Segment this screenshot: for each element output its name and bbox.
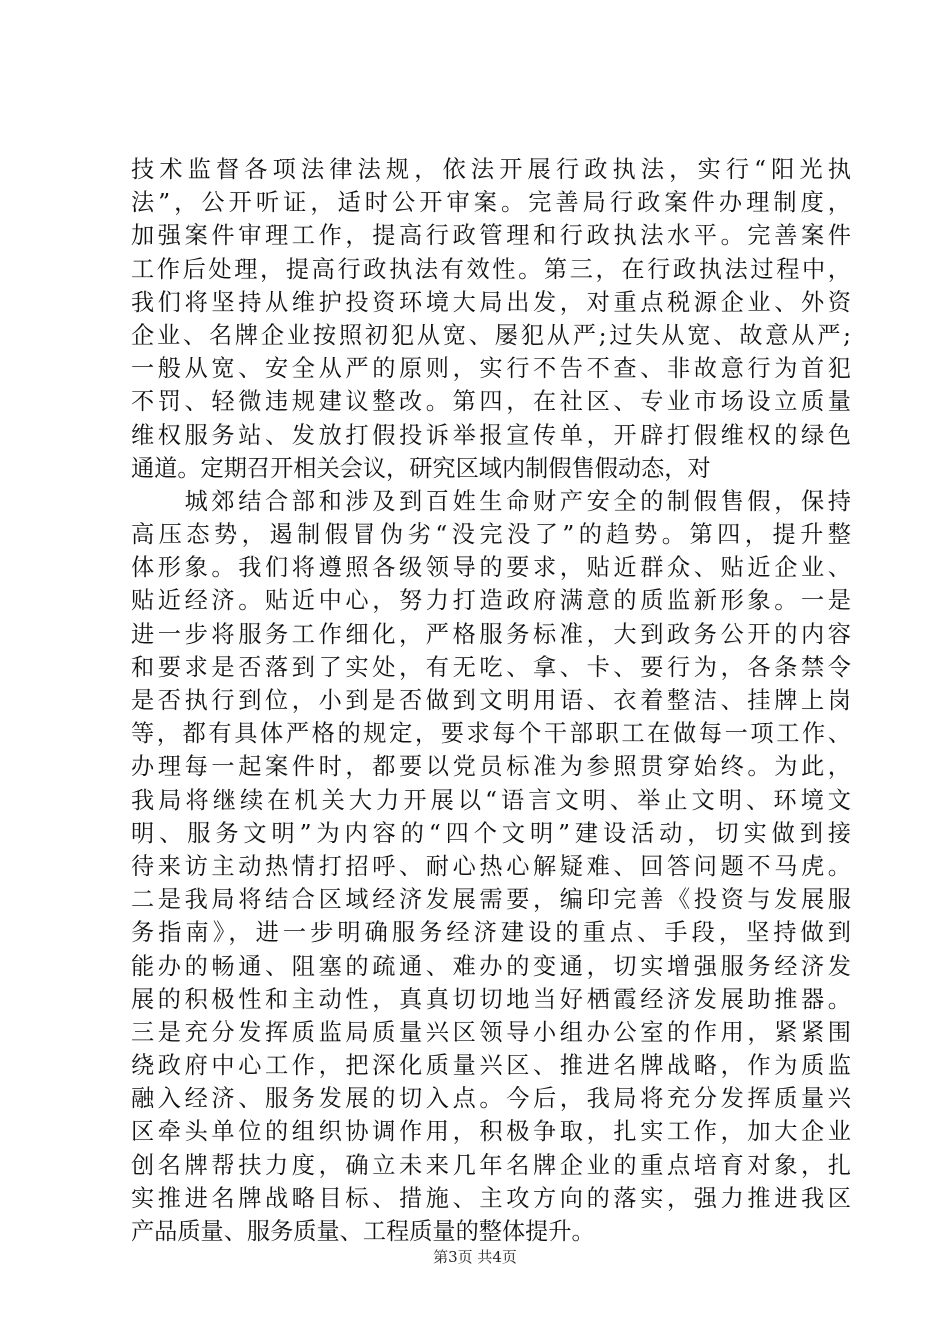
text-line: 企业、名牌企业按照初犯从宽、屡犯从严;过失从宽、故意从严; — [131, 321, 851, 349]
text-line: 产品质量、服务质量、工程质量的整体提升。 — [131, 1218, 595, 1245]
text-line: 明、服务文明”为内容的“四个文明”建设活动，切实做到接 — [131, 819, 851, 847]
text-line: 工作后处理，提高行政执法有效性。第三，在行政执法过程中， — [131, 255, 851, 283]
page-number-footer: 第3页 共4页 — [433, 1248, 517, 1266]
text-line: 融入经济、服务发展的切入点。今后，我局将充分发挥质量兴 — [131, 1085, 851, 1113]
text-line: 展的积极性和主动性，真真切切地当好栖霞经济发展助推器。 — [131, 985, 851, 1013]
text-line: 三是充分发挥质监局质量兴区领导小组办公室的作用，紧紧围 — [131, 1018, 851, 1046]
text-line: 创名牌帮扶力度，确立未来几年名牌企业的重点培育对象，扎 — [131, 1151, 851, 1179]
text-line: 等，都有具体严格的规定，要求每个干部职工在做每一项工作、 — [131, 720, 851, 748]
text-line: 一般从宽、安全从严的原则，实行不告不查、非故意行为首犯 — [131, 355, 851, 383]
text-line: 区牵头单位的组织协调作用，积极争取，扎实工作，加大企业 — [131, 1118, 851, 1146]
text-line: 维权服务站、发放打假投诉举报宣传单，开辟打假维权的绿色 — [131, 421, 851, 449]
text-line: 贴近经济。贴近中心，努力打造政府满意的质监新形象。一是 — [131, 587, 851, 615]
text-line: 我们将坚持从维护投资环境大局出发，对重点税源企业、外资 — [131, 288, 851, 316]
text-line: 能办的畅通、阻塞的疏通、难办的变通，切实增强服务经济发 — [131, 952, 851, 980]
text-line: 二是我局将结合区域经济发展需要，编印完善《投资与发展服 — [131, 886, 851, 914]
text-line: 体形象。我们将遵照各级领导的要求，贴近群众、贴近企业、 — [131, 554, 851, 582]
text-line: 和要求是否落到了实处，有无吃、拿、卡、要行为，各条禁令 — [131, 653, 851, 681]
text-line: 城郊结合部和涉及到百姓生命财产安全的制假售假，保持 — [131, 487, 851, 515]
text-line: 办理每一起案件时，都要以党员标准为参照贯穿始终。为此， — [131, 753, 851, 781]
text-line: 通道。定期召开相关会议，研究区域内制假售假动态，对 — [131, 454, 711, 482]
text-line: 加强案件审理工作，提高行政管理和行政执法水平。完善案件 — [131, 222, 851, 250]
text-line: 不罚、轻微违规建议整改。第四，在社区、专业市场设立质量 — [131, 388, 851, 416]
text-line: 法”，公开听证，适时公开审案。完善局行政案件办理制度， — [131, 189, 851, 217]
text-line: 务指南》，进一步明确服务经济建设的重点、手段，坚持做到 — [131, 919, 851, 947]
text-line: 技术监督各项法律法规，依法开展行政执法，实行“阳光执 — [131, 156, 851, 183]
text-line: 实推进名牌战略目标、措施、主攻方向的落实，强力推进我区 — [131, 1184, 851, 1212]
text-line: 我局将继续在机关大力开展以“语言文明、举止文明、环境文 — [131, 786, 851, 814]
text-line: 进一步将服务工作细化，严格服务标准，大到政务公开的内容 — [131, 620, 851, 648]
document-body — [131, 153, 851, 1248]
text-line: 绕政府中心工作，把深化质量兴区、推进名牌战略，作为质监 — [131, 1052, 851, 1080]
text-line: 高压态势，遏制假冒伪劣“没完没了”的趋势。第四，提升整 — [131, 521, 851, 549]
text-line: 待来访主动热情打招呼、耐心热心解疑难、回答问题不马虎。 — [131, 852, 851, 880]
text-line: 是否执行到位，小到是否做到文明用语、衣着整洁、挂牌上岗 — [131, 687, 851, 714]
